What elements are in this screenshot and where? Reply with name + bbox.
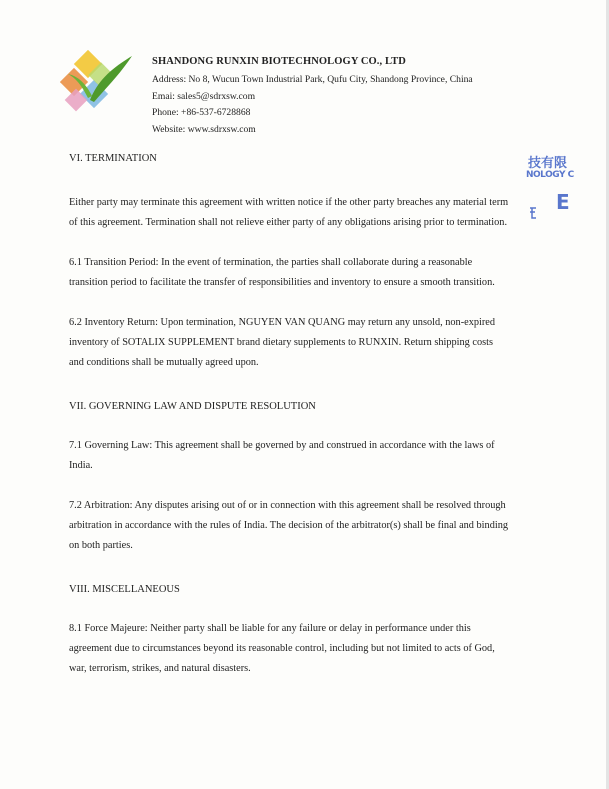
stamp-mark-icon	[528, 206, 538, 220]
agreement-body	[69, 152, 509, 679]
company-email: Emai: sales5@sdrxsw.com	[152, 90, 256, 102]
company-address: Address: No 8, Wucun Town Industrial Park, Qufu City, Shandong Province, China	[152, 74, 473, 85]
section-heading-miscellaneous: VIII. MISCELLANEOUS	[69, 584, 180, 595]
section-heading-governing-law: VII. GOVERNING LAW AND DISPUTE RESOLUTION	[69, 401, 316, 412]
company-logo	[60, 50, 138, 120]
stamp-text-line3: E	[556, 190, 570, 214]
company-website: Website: www.sdrxsw.com	[152, 123, 256, 135]
clause-7-2-paragraph: 7.2 Arbitration: Any disputes arising out of or in connection with this agreement shall be resolved through arbitration in accordance with the rules of India. The decision of the arbitrator(s) shall be final and binding on both parties.	[69, 500, 508, 551]
stamp-text-line2: NOLOGY C	[526, 170, 574, 180]
termination-intro-paragraph: Either party may terminate this agreement with written notice if the other party breaches any material term of this agreement. Termination shall not relieve either party of any obligations arising prior to termination.	[69, 197, 509, 228]
clause-6-1-paragraph: 6.1 Transition Period: In the event of termination, the parties shall collaborate during a reasonable transition period to facilitate the transfer of responsibilities and inventory to ensure a smooth transition.	[69, 257, 495, 288]
company-name: SHANDONG RUNXIN BIOTECHNOLOGY CO., LTD	[152, 56, 406, 67]
section-heading-termination: VI. TERMINATION	[69, 153, 157, 164]
stamp-text-line1: 技有限	[528, 156, 568, 171]
clause-6-2-paragraph: 6.2 Inventory Return: Upon termination, NGUYEN VAN QUANG may return any unsold, non-expired inventory of SOTALIX SUPPLEMENT brand dietary supplements to RUNXIN. Return shipping costs and conditions shall be mutually agreed upon.	[69, 317, 496, 368]
company-phone: Phone: +86-537-6728868	[152, 107, 251, 118]
letterhead	[152, 56, 572, 138]
clause-8-1-paragraph: 8.1 Force Majeure: Neither party shall be liable for any failure or delay in performance under this agreement due to circumstances beyond its reasonable control, including but not limited to acts of God, war, terrorism, strikes, and natural disasters.	[69, 623, 495, 674]
company-seal-stamp	[520, 148, 582, 228]
clause-7-1-paragraph: 7.1 Governing Law: This agreement shall be governed by and construed in accordance with the laws of India.	[69, 440, 495, 471]
